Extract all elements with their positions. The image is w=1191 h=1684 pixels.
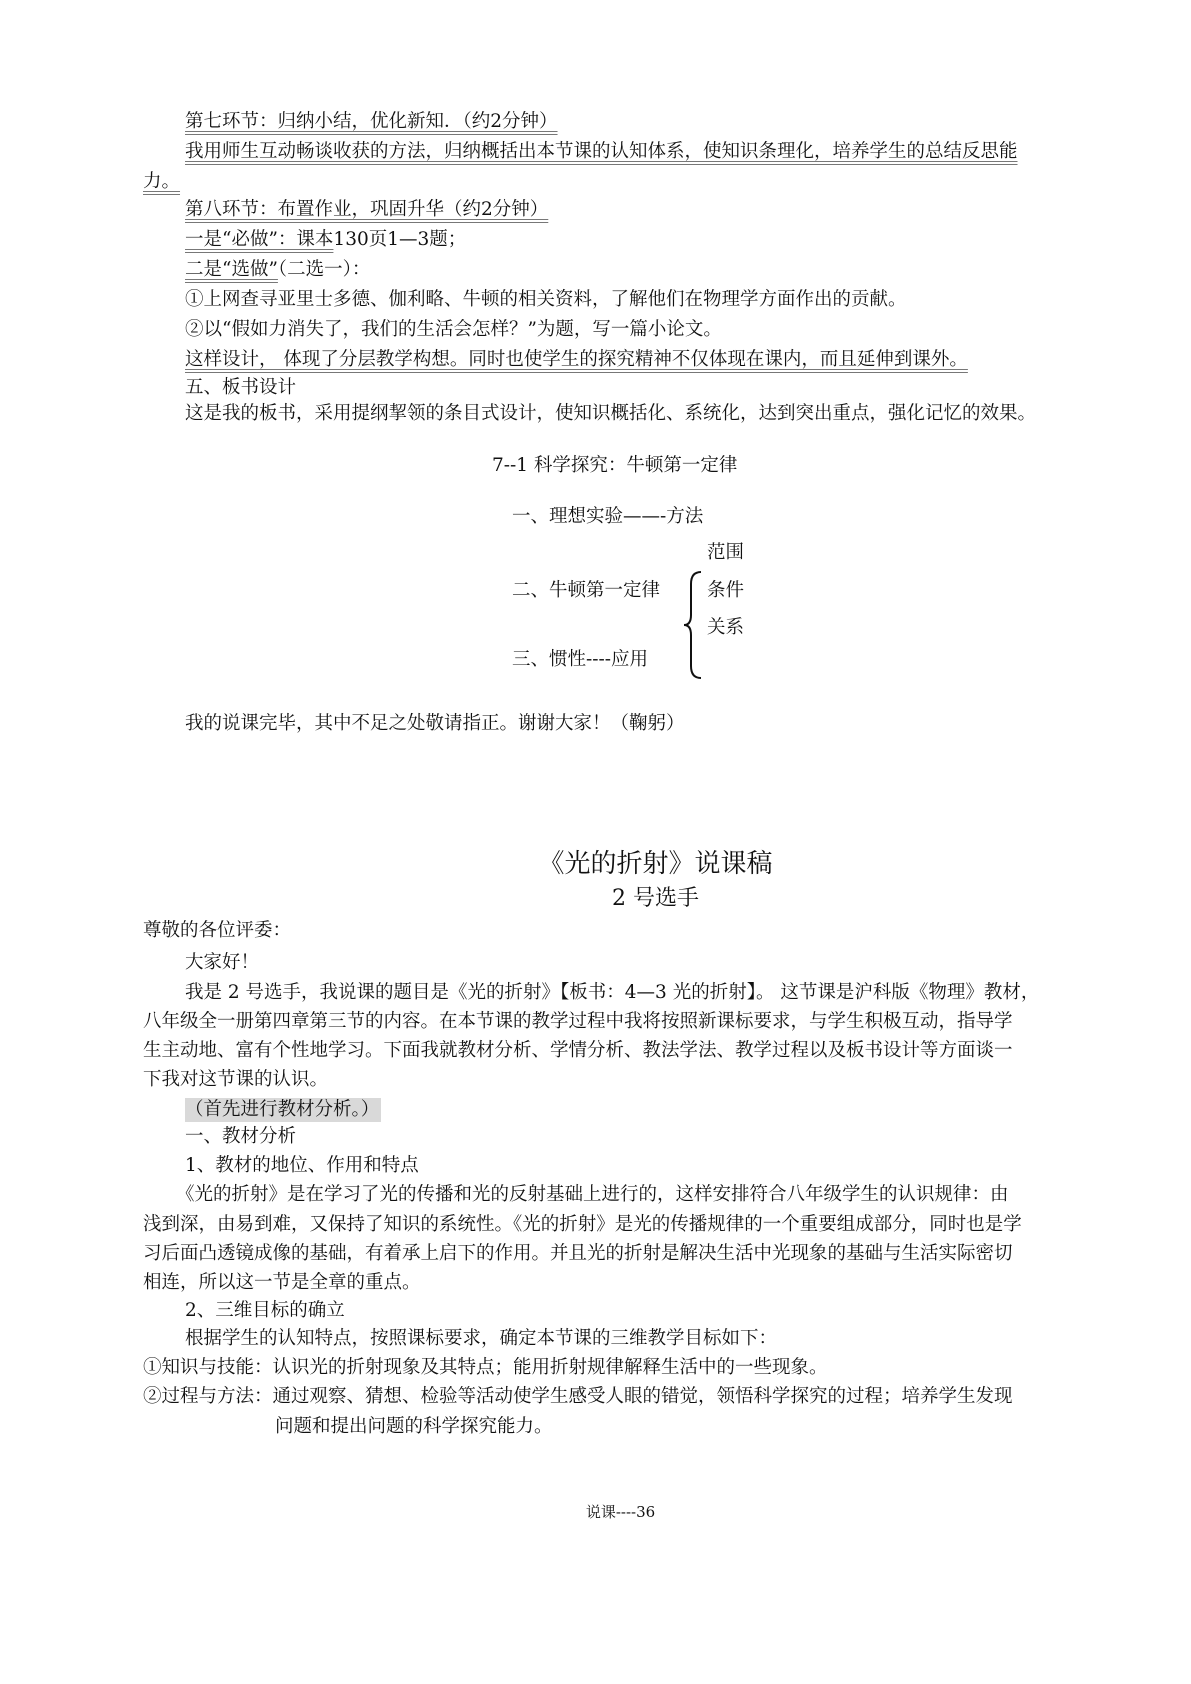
goal-2-cont: 问题和提出问题的科学探究能力。 xyxy=(275,1416,553,1437)
board-item-1: 一、理想实验——-方法 xyxy=(512,506,704,527)
brace-icon xyxy=(683,570,703,680)
must-do xyxy=(185,228,466,252)
option-1: ①上网查寻亚里士多德、伽利略、牛顿的相关资料，了解他们在物理学方面作出的贡献。 xyxy=(185,289,907,310)
board-item-2: 二、牛顿第一定律 xyxy=(512,580,661,601)
section-1-heading: 一、教材分析 xyxy=(185,1126,297,1147)
option-2: ②以“假如力消失了，我们的生活会怎样？”为题，写一篇小论文。 xyxy=(185,319,722,340)
step7-heading: 第七环节：归纳小结，优化新知．（约2分钟） xyxy=(185,111,558,132)
greeting: 大家好！ xyxy=(185,952,260,973)
subsection-1-line: 相连，所以这一节是全章的重点。 xyxy=(143,1272,421,1293)
subsection-2-heading: 2、三维目标的确立 xyxy=(185,1300,345,1321)
highlighted-note: （首先进行教材分析。） xyxy=(185,1099,380,1120)
board-title: 7--1 科学探究：牛顿第一定律 xyxy=(492,455,738,476)
board-item-3: 三、惯性----应用 xyxy=(512,649,649,670)
optional-label: 二是“选做” xyxy=(185,259,278,280)
subsection-1-line: 《光的折射》是在学习了光的传播和光的反射基础上进行的，这样安排符合八年级学生的认识规律：由 xyxy=(176,1184,1009,1205)
board-sub-item: 关系 xyxy=(707,617,745,638)
subsection-2-body: 根据学生的认知特点，按照课标要求，确定本节课的三维教学目标如下： xyxy=(185,1328,778,1349)
step7-body: 我用师生互动畅谈收获的方法，归纳概括出本节课的认知体系，使知识条理化，培养学生的总结反思能 xyxy=(185,141,1018,162)
intro-line: 八年级全一册第四章第三节的内容。在本节课的教学过程中我将按照新课标要求，与学生积极互动，指导学 xyxy=(143,1011,1013,1032)
optional xyxy=(185,258,370,282)
intro-line: 生主动地、富有个性地学习。下面我就教材分析、学情分析、教法学法、教学过程以及板书设计等方面谈一 xyxy=(143,1040,1013,1061)
subsection-1-line: 习后面凸透镜成像的基础，有着承上启下的作用。并且光的折射是解决生活中光现象的基础与生活实际密切 xyxy=(143,1243,1013,1264)
page-footer: 说课----36 xyxy=(585,1503,656,1521)
salutation: 尊敬的各位评委： xyxy=(143,920,292,941)
must-do-label: 一是“必做”：课本 xyxy=(185,229,334,250)
closing: 我的说课完毕，其中不足之处敬请指正。谢谢大家！（鞠躬） xyxy=(185,713,685,734)
intro-line: 下我对这节课的认识。 xyxy=(143,1069,329,1090)
subsection-1-heading: 1、教材的地位、作用和特点 xyxy=(185,1155,419,1176)
design-note: 这样设计， 体现了分层教学构想。同时也使学生的探究精神不仅体现在课内，而且延伸到课外。 xyxy=(185,349,968,370)
step8-heading: 第八环节：布置作业，巩固升华（约2分钟） xyxy=(185,199,549,220)
lesson-title: 《光的折射》说课稿 xyxy=(538,849,773,879)
optional-rest: （二选一）： xyxy=(277,259,371,280)
goal-2: ②过程与方法：通过观察、猜想、检验等活动使学生感受人眼的错觉，领悟科学探究的过程；培养学生发现 xyxy=(143,1386,1013,1407)
section-5-heading: 五、板书设计 xyxy=(185,377,297,398)
step7-body-cont: 力。 xyxy=(143,171,181,192)
intro-line: 我是 2 号选手，我说课的题目是《光的折射》【板书：4—3 光的折射】。 这节课是沪科版《物理》教材， xyxy=(185,982,1040,1003)
contestant: 2 号选手 xyxy=(612,886,699,911)
board-sub-item: 范围 xyxy=(707,542,745,563)
section-5-body: 这是我的板书，采用提纲挈领的条目式设计，使知识概括化、系统化，达到突出重点，强化记忆的效果。 xyxy=(185,403,1037,424)
must-do-rest: 130页1—3题； xyxy=(333,229,467,250)
subsection-1-line: 浅到深，由易到难，又保持了知识的系统性。《光的折射》是光的传播规律的一个重要组成部分，同时也是学 xyxy=(143,1214,1022,1235)
goal-1: ①知识与技能：认识光的折射现象及其特点；能用折射规律解释生活中的一些现象。 xyxy=(143,1357,828,1378)
board-sub-item: 条件 xyxy=(707,580,745,601)
